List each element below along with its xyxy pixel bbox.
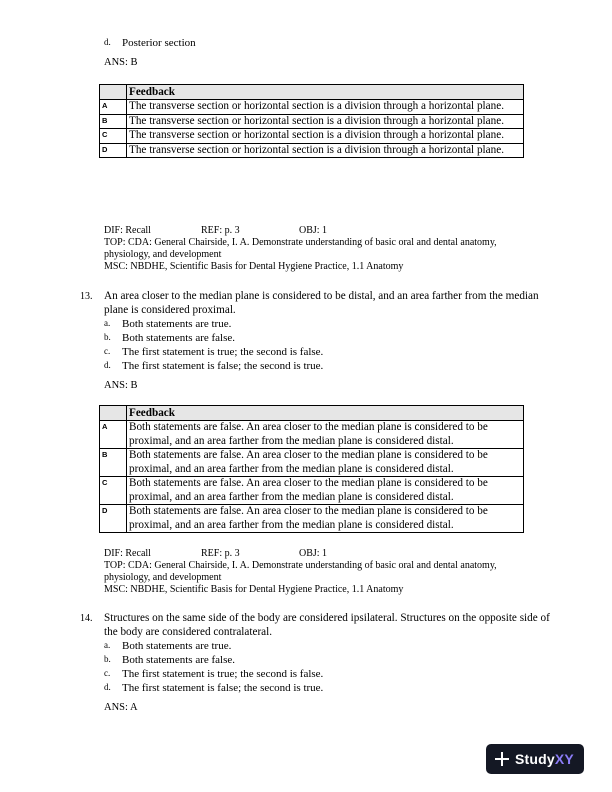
feedback-table xyxy=(99,84,524,158)
brand-logo-text xyxy=(515,751,574,767)
feedback-row xyxy=(100,100,524,115)
meta-dif: DIF: Recall xyxy=(104,225,151,236)
question-number: 13. xyxy=(80,291,93,302)
feedback-key: C xyxy=(100,129,127,144)
option-text: Both statements are true. xyxy=(122,640,232,652)
meta-ref: REF: p. 3 xyxy=(201,548,240,559)
meta-top: TOP: CDA: General Chairside, I. A. Demonstrate understanding of basic oral and dental anatomy, xyxy=(104,237,497,248)
meta-top-cont: physiology, and development xyxy=(104,572,222,583)
feedback-row xyxy=(100,477,524,505)
feedback-text: The transverse section or horizontal section is a division through a horizontal plane. xyxy=(127,114,524,129)
feedback-key: A xyxy=(100,100,127,115)
meta-top-cont: physiology, and development xyxy=(104,249,222,260)
option-letter: b. xyxy=(104,332,111,342)
meta-dif: DIF: Recall xyxy=(104,548,151,559)
feedback-text: Both statements are false. An area closer to the median plane is considered to be proximal, and an area farther from the median plane is considered distal. xyxy=(127,505,524,533)
option-letter: d. xyxy=(104,682,111,692)
meta-obj: OBJ: 1 xyxy=(299,548,328,559)
option-text: The first statement is false; the second is true. xyxy=(122,360,324,372)
feedback-table xyxy=(99,405,524,533)
option-letter: a. xyxy=(104,640,111,650)
meta-ref: REF: p. 3 xyxy=(201,225,240,236)
option-text: Both statements are false. xyxy=(122,332,236,344)
feedback-key: C xyxy=(100,477,127,505)
feedback-header-row xyxy=(100,85,524,100)
option-letter: b. xyxy=(104,654,111,664)
feedback-row xyxy=(100,129,524,144)
meta-obj: OBJ: 1 xyxy=(299,225,328,236)
feedback-row xyxy=(100,449,524,477)
feedback-key: B xyxy=(100,114,127,129)
feedback-text: Both statements are false. An area closer to the median plane is considered to be proximal, and an area farther from the median plane is considered distal. xyxy=(127,477,524,505)
question-text: Structures on the same side of the body are considered ipsilateral. Structures on the opposite side of the body are considered contralateral. xyxy=(104,612,550,638)
option-text: Posterior section xyxy=(122,37,196,49)
option-text: The first statement is false; the second is true. xyxy=(122,682,324,694)
feedback-key: B xyxy=(100,449,127,477)
option-text: The first statement is true; the second is false. xyxy=(122,668,324,680)
feedback-row xyxy=(100,421,524,449)
option-letter: c. xyxy=(104,346,111,356)
feedback-text: Both statements are false. An area closer to the median plane is considered to be proximal, and an area farther from the median plane is considered distal. xyxy=(127,449,524,477)
option-letter: c. xyxy=(104,668,111,678)
answer: ANS: B xyxy=(104,380,138,391)
option-text: Both statements are false. xyxy=(122,654,236,666)
feedback-text: The transverse section or horizontal section is a division through a horizontal plane. xyxy=(127,100,524,115)
question-text: An area closer to the median plane is considered to be distal, and an area farther from the median plane is considered proximal. xyxy=(104,290,539,316)
meta-msc: MSC: NBDHE, Scientific Basis for Dental Hygiene Practice, 1.1 Anatomy xyxy=(104,261,404,272)
feedback-row xyxy=(100,505,524,533)
feedback-key: A xyxy=(100,421,127,449)
meta-top: TOP: CDA: General Chairside, I. A. Demonstrate understanding of basic oral and dental anatomy, xyxy=(104,560,497,571)
option-text: Both statements are true. xyxy=(122,318,232,330)
feedback-header: Feedback xyxy=(127,85,524,100)
feedback-key: D xyxy=(100,505,127,533)
feedback-key: D xyxy=(100,143,127,158)
answer: ANS: A xyxy=(104,702,138,713)
answer: ANS: B xyxy=(104,57,138,68)
plus-icon xyxy=(495,752,509,766)
feedback-row xyxy=(100,143,524,158)
option-letter: d. xyxy=(104,37,111,47)
feedback-row xyxy=(100,114,524,129)
meta-msc: MSC: NBDHE, Scientific Basis for Dental Hygiene Practice, 1.1 Anatomy xyxy=(104,584,404,595)
feedback-text: Both statements are false. An area closer to the median plane is considered to be proximal, and an area farther from the median plane is considered distal. xyxy=(127,421,524,449)
question-number: 14. xyxy=(80,613,93,624)
feedback-header-row xyxy=(100,406,524,421)
brand-accent: XY xyxy=(554,751,574,767)
brand-main: Study xyxy=(515,751,555,767)
option-letter: d. xyxy=(104,360,111,370)
feedback-text: The transverse section or horizontal section is a division through a horizontal plane. xyxy=(127,129,524,144)
studyxy-badge[interactable] xyxy=(486,744,584,774)
feedback-header: Feedback xyxy=(127,406,524,421)
feedback-text: The transverse section or horizontal section is a division through a horizontal plane. xyxy=(127,143,524,158)
option-text: The first statement is true; the second is false. xyxy=(122,346,324,358)
option-letter: a. xyxy=(104,318,111,328)
